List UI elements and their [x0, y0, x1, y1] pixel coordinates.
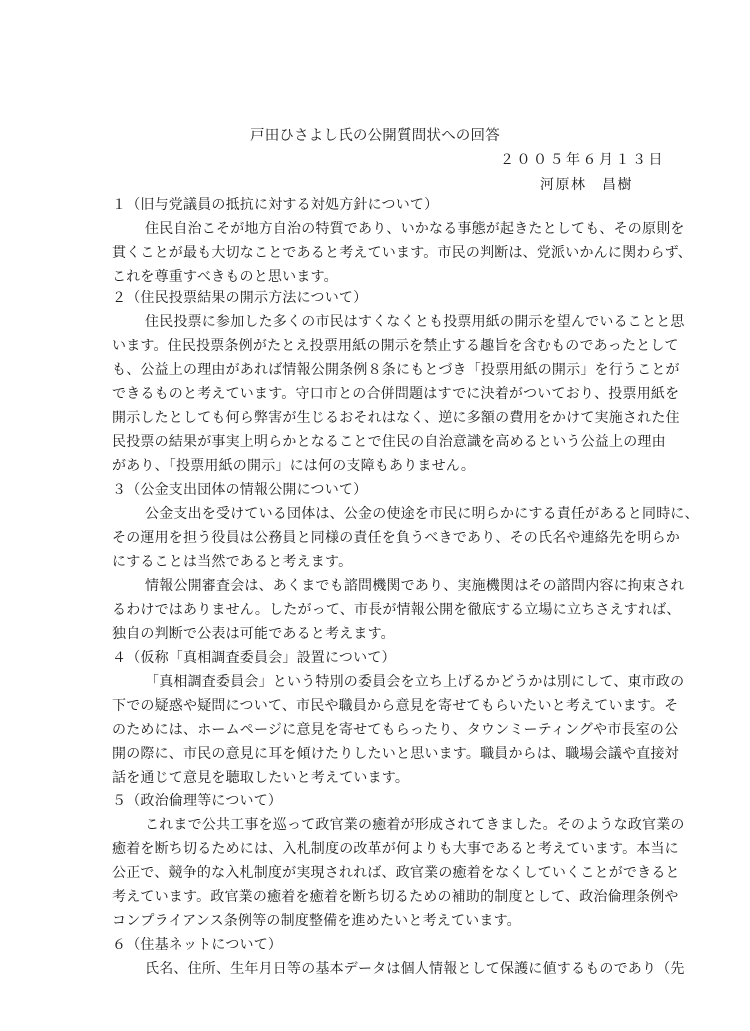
paragraph-line: 民投票の結果が事実上明らかとなることで住民の自治意識を高めるという公益上の理由	[112, 434, 666, 450]
document-date: ２００５年６月１３日	[500, 152, 665, 168]
paragraph-line: 下での疑惑や疑問について、市民や職員から意見を寄せてもらいたいと考えています。そ	[112, 698, 679, 714]
paragraph-line: にすることは当然であると考えます。	[112, 554, 353, 570]
paragraph-line: できるものと考えています。守口市との合併問題はすでに決着がついており、投票用紙を	[112, 386, 680, 402]
paragraph-line: 考えています。政官業の癒着を癒着を断ち切るための補助的制度として、政治倫理条例や	[112, 889, 679, 905]
paragraph-line: 情報公開審査会は、あくまでも諮問機関であり、実施機関はその諮問内容に拘束され	[145, 578, 685, 594]
paragraph-line: るわけではありません。したがって、市長が情報公開を徹底する立場に立ちさえすれば、	[112, 602, 681, 618]
paragraph-line: 開示したとしても何ら弊害が生じるおそれはなく、逆に多額の費用をかけて実施された住	[112, 410, 680, 426]
paragraph-line: があり、「投票用紙の開示」には何の支障もありません。	[112, 458, 476, 474]
section-heading: １（旧与党議員の抵抗に対する対処方針について）	[112, 197, 439, 213]
paragraph-line: 「真相調査委員会」という特別の委員会を立ち上げるかどうかは別にして、東市政の	[145, 674, 685, 690]
paragraph-line: 開の際に、市民の意見に耳を傾けたりしたいと思います。職員からは、職場会議や直接対	[112, 746, 679, 762]
paragraph-line: これを尊重すべきものと思います。	[112, 269, 338, 285]
section-heading: ４（仮称「真相調査委員会」設置について）	[112, 650, 396, 666]
paragraph-line: 公金支出を受けている団体は、公金の使途を市民に明らかにする責任があると同時に、	[145, 506, 699, 522]
paragraph-line: その運用を担う役員は公務員と同様の責任を負うべきであり、その氏名や連絡先を明らか	[112, 530, 680, 546]
section-heading: ６（住基ネットについて）	[112, 937, 283, 953]
page-title: 戸田ひさよし氏の公開質問状への回答	[250, 128, 500, 144]
paragraph-line: 住民自治こそが地方自治の特質であり、いかなる事態が起きたとしても、その原則を	[145, 221, 685, 237]
paragraph-line: 話を通じて意見を聴取したいと考えています。	[112, 770, 410, 786]
paragraph-line: コンプライアンス条例等の制度整備を進めたいと考えています。	[112, 913, 521, 929]
paragraph-line: のためには、ホームページに意見を寄せてもらったり、タウンミーティングや市長室の公	[112, 722, 679, 738]
paragraph-line: これまで公共工事を巡って政官業の癒着が形成されてきました。そのような政官業の	[145, 817, 685, 833]
author-name: 河原林 昌樹	[540, 177, 633, 193]
section-heading: ３（公金支出団体の情報公開について）	[112, 482, 368, 498]
paragraph-line: 独自の判断で公表は可能であると考えます。	[112, 626, 395, 642]
paragraph-line: 公正で、競争的な入札制度が実現されれば、政官業の癒着をなくしていくことができると	[112, 865, 680, 881]
section-heading: ５（政治倫理等について）	[112, 793, 283, 809]
paragraph-line: も、公益上の理由があれば情報公開条例８条にもとづき「投票用紙の開示」を行うことが	[112, 362, 680, 378]
paragraph-line: 氏名、住所、生年月日等の基本データは個人情報として保護に値するものであり（先	[145, 961, 685, 977]
section-heading: ２（住民投票結果の開示方法について）	[112, 290, 368, 306]
paragraph-line: 癒着を断ち切るためには、入札制度の改革が何よりも大事であると考えています。本当に	[112, 841, 679, 857]
paragraph-line: います。住民投票条例がたとえ投票用紙の開示を禁止する趣旨を含むものであったとして	[112, 338, 679, 354]
paragraph-line: 住民投票に参加した多くの市民はすくなくとも投票用紙の開示を望んでいることと思	[145, 314, 685, 330]
paragraph-line: 貫くことが最も大切なことであると考えています。市民の判断は、党派いかんに関わらず、	[112, 245, 692, 261]
